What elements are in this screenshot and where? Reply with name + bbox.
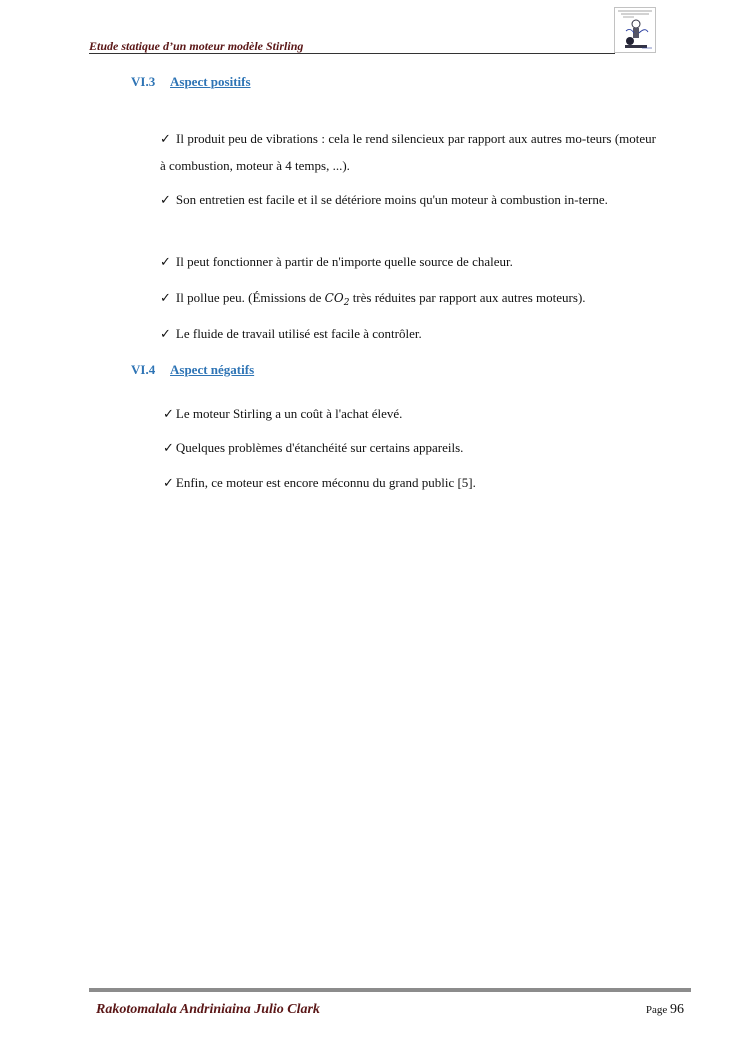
page-label: Page xyxy=(645,1004,668,1016)
header-divider xyxy=(89,53,615,54)
section-heading-vi3 xyxy=(131,74,251,90)
checkmark-icon: ✓ xyxy=(160,326,171,341)
section-number: VI.3 xyxy=(131,74,156,89)
list-item: ✓ Il produit peu de vibrations : cela le rend silencieux par rapport aux autres mo-teurs (moteur à combustion, moteur à 4 temps, ...). xyxy=(160,131,656,173)
running-header-title: Etude statique d’un moteur modèle Stirling xyxy=(89,39,304,53)
section-heading-vi4 xyxy=(131,362,254,378)
checkmark-icon: ✓ xyxy=(160,192,171,207)
list-item: ✓ Le moteur Stirling a un coût à l'achat élevé. xyxy=(163,406,403,421)
list-item: ✓ Il pollue peu. (Émissions de $CO_2$ très réduites par rapport aux autres moteurs). xyxy=(160,290,586,308)
list-item: ✓ Son entretien est facile et il se détériore moins qu'un moteur à combustion in-terne. xyxy=(160,192,608,207)
list-item: ✓ Le fluide de travail utilisé est facile à contrôler. xyxy=(160,326,422,341)
page-number-value: 96 xyxy=(670,1002,684,1017)
checkmark-icon: ✓ xyxy=(163,440,174,455)
section-title: Aspect positifs xyxy=(170,74,251,89)
footer-author: Rakotomalala Andriniaina Julio Clark xyxy=(96,1002,320,1017)
checkmark-icon: ✓ xyxy=(160,131,172,146)
section-number: VI.4 xyxy=(131,362,156,377)
checkmark-icon: ✓ xyxy=(160,254,171,269)
checkmark-icon: ✓ xyxy=(163,406,174,421)
checkmark-icon: ✓ xyxy=(163,475,174,490)
page-number xyxy=(646,1002,684,1018)
list-item: ✓ Enfin, ce moteur est encore méconnu du grand public [5]. xyxy=(163,475,476,490)
stirling-engine-logo-icon xyxy=(614,7,656,53)
checkmark-icon: ✓ xyxy=(160,290,171,305)
formula-co2: $CO_2$ xyxy=(324,291,350,308)
section-title: Aspect négatifs xyxy=(170,362,255,377)
footer-divider xyxy=(89,988,691,992)
list-item: ✓ Il peut fonctionner à partir de n'importe quelle source de chaleur. xyxy=(160,254,513,269)
list-item: ✓ Quelques problèmes d'étanchéité sur certains appareils. xyxy=(163,440,464,455)
